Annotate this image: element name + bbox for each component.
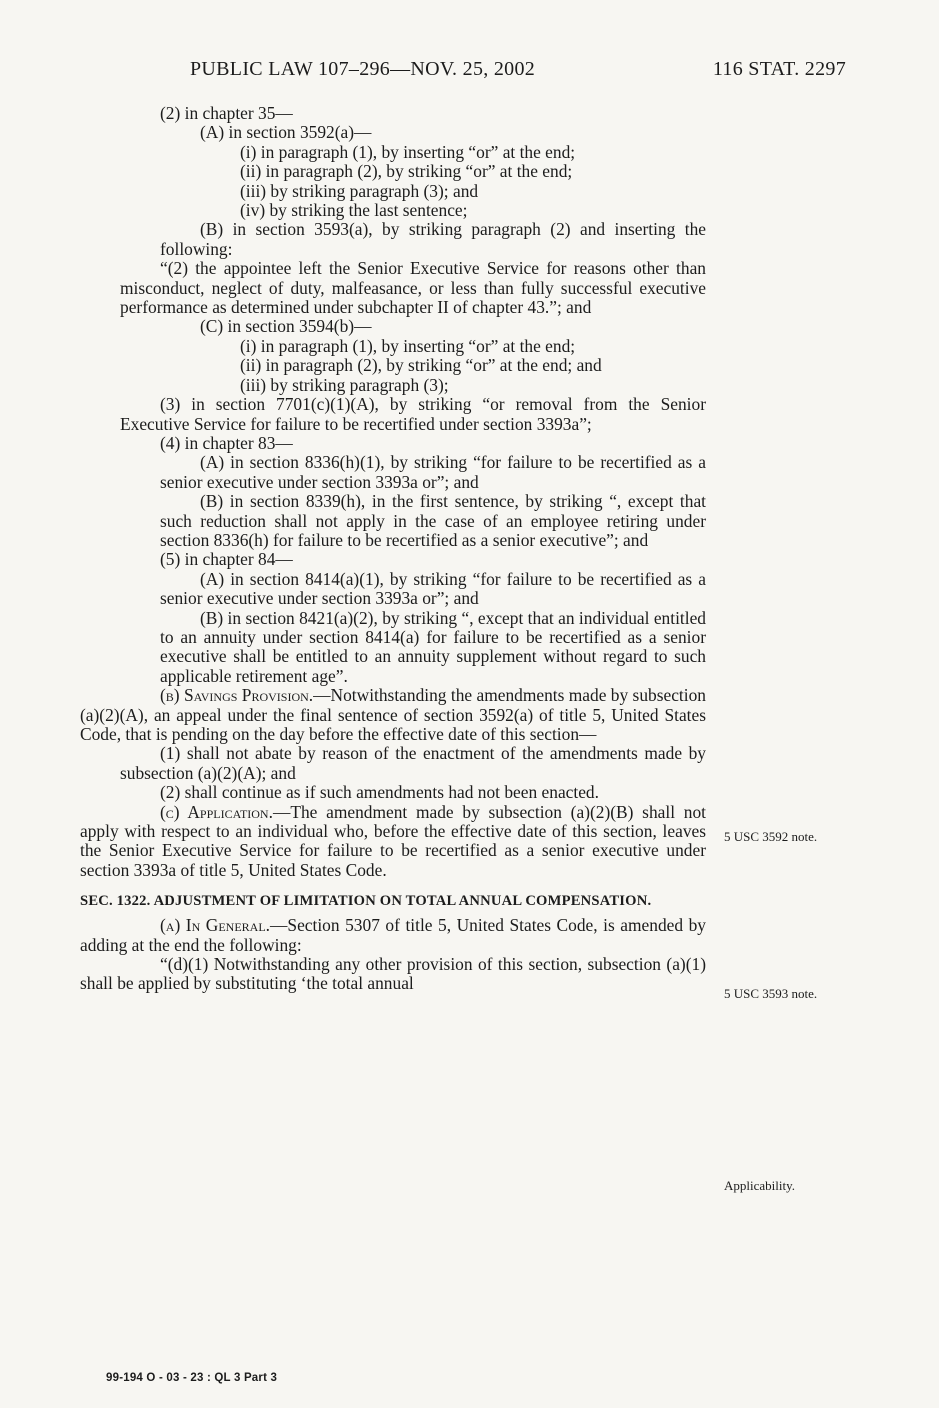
margin-note-applicability: Applicability. [724, 1178, 796, 1193]
in-general-paragraph [80, 916, 706, 955]
paragraph: (ii) in paragraph (2), by striking “or” at the end; and [240, 355, 602, 376]
paragraph: (3) in section 7701(c)(1)(A), by striking “or removal from the Senior Executive Service for failure to be recertified under section 3393a”; [120, 394, 706, 434]
statute-page: 116 STAT. 2297 [712, 58, 846, 80]
margin-note-3593: 5 USC 3593 note. [724, 986, 818, 1001]
paragraph: (2) shall continue as if such amendments had not been enacted. [160, 782, 599, 803]
paragraph: (1) shall not abate by reason of the enactment of the amendments made by subsection (a)(2)(A); and [120, 743, 706, 783]
savings-provision-text: made by subsection (a)(2)(A), an appeal under the final sentence of section 3592(a) of title 5, United States Code, that is pending on the day before the effective date of this section— [80, 685, 706, 744]
paragraph: (C) in section 3594(b)— [200, 316, 372, 337]
paragraph: (iii) by striking paragraph (3); and [240, 180, 479, 201]
paragraph: (iii) by striking paragraph (3); [240, 374, 449, 395]
in-general-label: (a) In General. [160, 915, 271, 936]
section-heading: SEC. 1322. ADJUSTMENT OF LIMITATION ON TOTAL ANNUAL COMPENSATION. [80, 893, 652, 910]
print-job-footer: 99-194 O - 03 - 23 : QL 3 Part 3 [106, 1372, 278, 1384]
paragraph: (5) in chapter 84— [160, 549, 293, 570]
savings-provision-label: (b) Savings Provision. [160, 685, 314, 706]
running-header [80, 58, 846, 86]
quoted-paragraph: “(2) the appointee left the Senior Executive Service for reasons other than misconduct, neglect of duty, malfeasance, or less than fully successful executive performance as determined under subchapter II of chapter 43.”; and [120, 258, 706, 318]
savings-provision-lead: —Notwithstanding the amendments [313, 685, 565, 706]
paragraph: (4) in chapter 83— [160, 432, 293, 453]
paragraph: (i) in paragraph (1), by inserting “or” at the end; [240, 335, 576, 356]
paragraph: “(d)(1) Notwithstanding any other provision of this section, subsection (a)(1) shall be applied by substituting ‘the total annual [80, 954, 706, 994]
paragraph: (A) in section 3592(a)— [200, 122, 372, 143]
paragraph: (iv) by striking the last sentence; [240, 200, 468, 221]
document-body [80, 104, 706, 994]
paragraph: (B) in section 8421(a)(2), by striking “, except that an individual entitled to an annuity under section 8414(a) for failure to be recertified as a senior executive shall be entitled to an annuity supplement without regard to such applicable retirement age”. [160, 607, 706, 686]
application-label: (c) Application. [160, 801, 273, 822]
paragraph: (i) in paragraph (1), by inserting “or” at the end; [240, 141, 576, 162]
paragraph: (2) in chapter 35— [160, 103, 293, 123]
law-citation: PUBLIC LAW 107–296—NOV. 25, 2002 [190, 58, 536, 80]
paragraph: (B) in section 8339(h), in the first sentence, by striking “, except that such reduction shall not apply in the case of an employee retiring under section 8336(h) for failure to be recertified as a senior executive”; and [160, 491, 706, 550]
savings-provision-paragraph [80, 686, 706, 744]
paragraph: (A) in section 8414(a)(1), by striking “for failure to be recertified as a senior executive under section 3393a or”; and [160, 568, 706, 609]
paragraph: (ii) in paragraph (2), by striking “or” at the end; [240, 161, 573, 182]
in-general-text: —Section 5307 of title 5, United States Code, is amended by adding at the end the following: [80, 915, 706, 955]
paragraph: (A) in section 8336(h)(1), by striking “for failure to be recertified as a senior executive under section 3393a or”; and [160, 452, 706, 492]
paragraph: (B) in section 3593(a), by striking paragraph (2) and inserting the following: [160, 219, 706, 259]
application-paragraph [80, 803, 706, 881]
margin-note-3592: 5 USC 3592 note. [724, 829, 818, 844]
application-text: —The amendment made by subsection (a)(2)(B) shall not apply with respect to an individual who, before the effective date of this section, leaves the Senior Executive Service for failure to be recertified as a senior executive under section 3393a of title 5, United States Code. [80, 801, 706, 880]
